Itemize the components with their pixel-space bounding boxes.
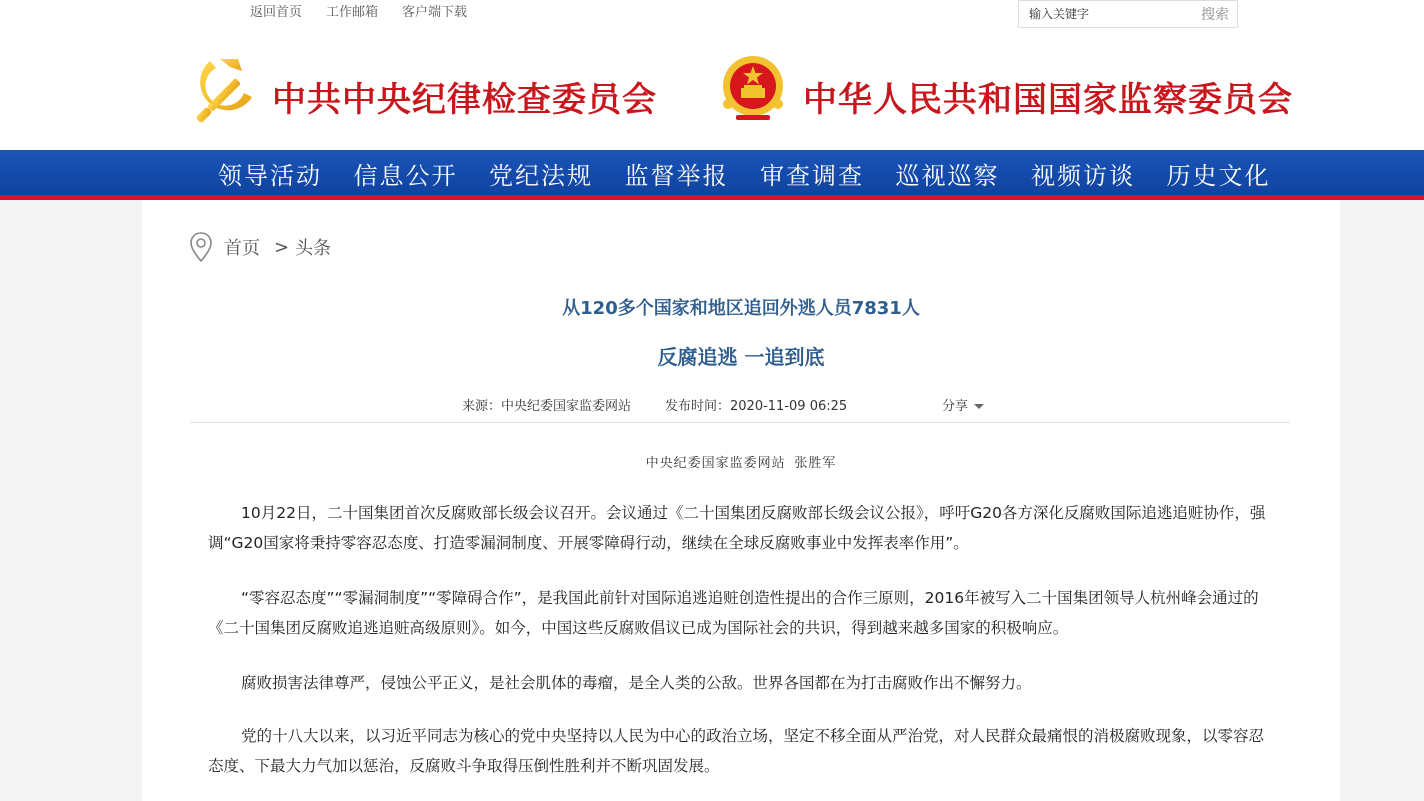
search-button[interactable]: 搜索 <box>1201 7 1229 23</box>
location-pin-icon <box>190 232 212 262</box>
breadcrumb-separator: > <box>274 236 290 258</box>
article-headline: 从120多个国家和地区追回外逃人员7831人 <box>562 298 920 319</box>
top-links <box>250 1 467 20</box>
share-button[interactable] <box>942 395 984 414</box>
national-emblem-icon <box>718 52 788 124</box>
back-home-link[interactable]: 返回首页 <box>250 5 303 20</box>
article-paragraph: “零容忍态度”“零漏洞制度”“零障碍合作”，是我国此前针对国际追逃追赃创造性提出的合作三原则，2016年被写入二十国集团领导人杭州峰会通过的《二十国集团反腐败追逃追赃高级原则》。如今，中国这些反腐败倡议已成为国际社会的共识，得到越来越多国家的积极响应。 <box>208 589 1259 637</box>
main-nav <box>0 150 1424 200</box>
share-label: 分享 <box>942 399 969 414</box>
article-meta <box>462 395 847 414</box>
nav-item-video[interactable]: 视频访谈 <box>1031 162 1135 190</box>
article-container <box>142 200 1340 801</box>
article-source: 来源：中央纪委国家监委网站 <box>462 399 632 414</box>
search-box <box>1018 0 1238 28</box>
article-date: 发布时间：2020-11-09 06:25 <box>665 399 848 414</box>
breadcrumb <box>190 232 331 262</box>
breadcrumb-home-link[interactable]: 首页 <box>224 238 260 259</box>
nav-item-inspection[interactable]: 巡视巡察 <box>895 162 1000 190</box>
nav-item-regulations[interactable]: 党纪法规 <box>489 162 593 190</box>
site-header <box>0 0 1424 150</box>
client-download-link[interactable]: 客户端下载 <box>402 5 468 20</box>
work-email-link[interactable]: 工作邮箱 <box>326 5 379 20</box>
article-paragraph: 腐败损害法律尊严，侵蚀公平正义，是社会肌体的毒瘤，是全人类的公敌。世界各国都在为打击腐败作出不懈努力。 <box>241 674 1032 692</box>
chevron-down-icon <box>974 404 984 409</box>
article-subheadline: 反腐追逃 一追到底 <box>657 345 825 369</box>
nav-item-history[interactable]: 历史文化 <box>1166 162 1271 190</box>
nsc-title: 中华人民共和国国家监察委员会 <box>803 80 1293 120</box>
ccdi-title: 中共中央纪律检查委员会 <box>272 80 657 120</box>
article-paragraph: 10月22日，二十国集团首次反腐败部长级会议召开。会议通过《二十国集团反腐败部长级会议公报》，呼吁G20各方深化反腐败国际追逃追赃协作，强调“G20国家将秉持零容忍态度、打造零漏洞制度、开展零障碍行动，继续在全球反腐败事业中发挥表率作用”。 <box>208 504 1266 552</box>
nav-item-leadership[interactable]: 领导活动 <box>218 162 322 190</box>
nav-item-info[interactable]: 信息公开 <box>353 162 458 190</box>
nav-item-investigation[interactable]: 审查调查 <box>760 162 864 190</box>
breadcrumb-current[interactable]: 头条 <box>295 238 332 259</box>
article-byline: 中央纪委国家监委网站 张胜军 <box>645 456 837 471</box>
nav-item-report[interactable]: 监督举报 <box>624 162 729 190</box>
article-paragraph: 党的十八大以来，以习近平同志为核心的党中央坚持以人民为中心的政治立场，坚定不移全面从严治党，对人民群众最痛恨的消极腐败现象，以零容忍态度、下最大力气加以惩治，反腐败斗争取得压倒性胜利并不断巩固发展。 <box>208 727 1265 775</box>
divider <box>190 422 1290 423</box>
search-input[interactable] <box>1027 1 1191 27</box>
party-emblem-icon <box>190 53 260 123</box>
